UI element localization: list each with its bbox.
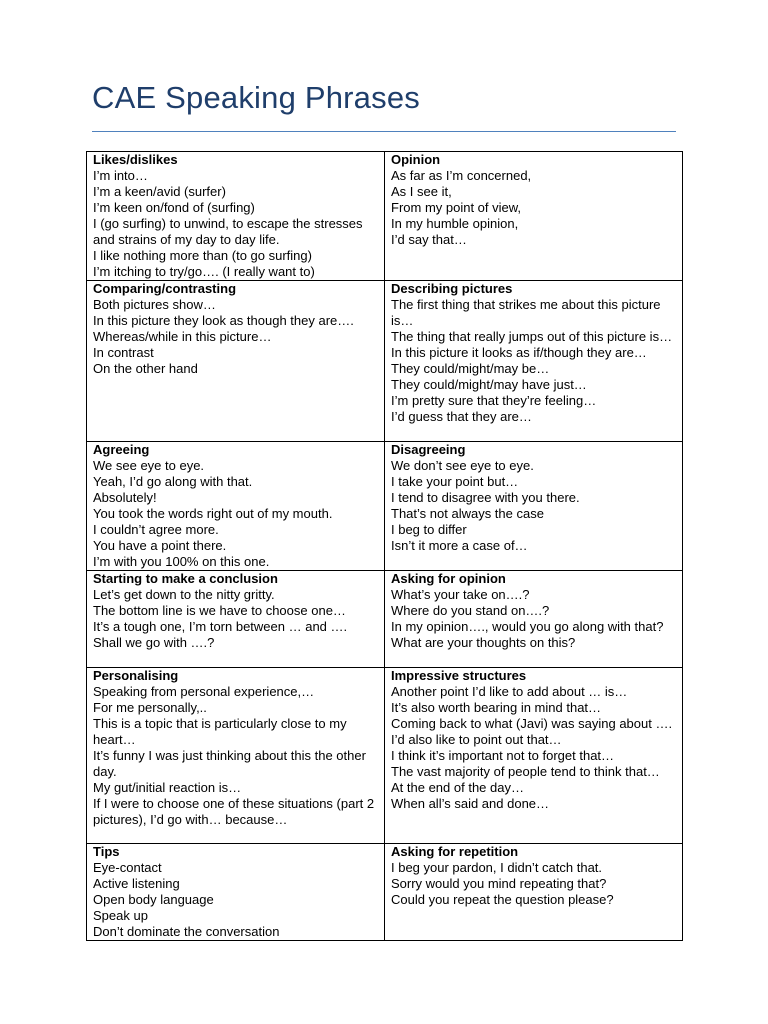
phrase-list — [391, 458, 676, 554]
phrase-item: In my humble opinion, — [391, 216, 519, 231]
table-row — [87, 668, 683, 844]
phrase-item: I’m a keen/avid (surfer) — [93, 184, 226, 199]
phrase-item: Coming back to what (Javi) was saying about …. I’d also like to point out that… — [391, 716, 673, 747]
section-heading: Personalising — [93, 668, 179, 683]
section-cell — [87, 281, 385, 442]
section-heading: Tips — [93, 844, 120, 859]
phrase-item: Open body language — [93, 892, 214, 907]
phrase-item: If I were to choose one of these situations (part 2 pictures), I’d go with… because… — [93, 796, 375, 827]
section-heading: Agreeing — [93, 442, 150, 457]
table-row — [87, 281, 683, 442]
phrase-item: Shall we go with ….? — [93, 635, 215, 650]
phrases-table — [86, 151, 683, 941]
section-heading: Starting to make a conclusion — [93, 571, 278, 586]
phrase-item: In contrast — [93, 345, 154, 360]
phrase-list — [93, 587, 378, 651]
phrase-item: My gut/initial reaction is… — [93, 780, 242, 795]
section-cell — [385, 152, 683, 281]
phrase-list — [93, 860, 378, 940]
page-title: CAE Speaking Phrases — [92, 80, 420, 115]
phrase-item: You have a point there. — [93, 538, 227, 553]
phrase-item: I (go surfing) to unwind, to escape the stresses and strains of my day to day life. — [93, 216, 363, 247]
phrase-item: Active listening — [93, 876, 180, 891]
phrase-item: It’s also worth bearing in mind that… — [391, 700, 602, 715]
phrase-item: They could/might/may have just… — [391, 377, 587, 392]
phrase-item: Isn’t it more a case of… — [391, 538, 528, 553]
phrase-list — [93, 458, 378, 570]
phrase-item: In my opinion…., would you go along with that? — [391, 619, 664, 634]
section-cell — [385, 844, 683, 941]
phrase-item: The bottom line is we have to choose one… — [93, 603, 346, 618]
phrase-item: I couldn’t agree more. — [93, 522, 219, 537]
phrase-item: The thing that really jumps out of this picture is… — [391, 329, 673, 344]
phrase-item: When all’s said and done… — [391, 796, 550, 811]
phrase-item: Another point I’d like to add about … is… — [391, 684, 628, 699]
phrase-item: In this picture it looks as if/though they are… — [391, 345, 647, 360]
phrase-item: It’s funny I was just thinking about this the other day. — [93, 748, 366, 779]
phrase-item: I’m pretty sure that they’re feeling… — [391, 393, 597, 408]
phrase-item: We see eye to eye. — [93, 458, 205, 473]
phrase-item: Speak up — [93, 908, 148, 923]
phrase-item: I’m with you 100% on this one. — [93, 554, 270, 569]
phrase-item: I beg your pardon, I didn’t catch that. — [391, 860, 603, 875]
section-heading: Asking for opinion — [391, 571, 506, 586]
phrase-list — [391, 860, 676, 908]
phrase-item: I’d say that… — [391, 232, 467, 247]
phrase-list — [391, 168, 676, 248]
phrase-list — [93, 684, 378, 828]
phrase-item: As far as I’m concerned, — [391, 168, 532, 183]
section-cell — [385, 442, 683, 571]
phrase-item: Eye-contact — [93, 860, 162, 875]
phrase-item: In this picture they look as though they are…. Whereas/while in this picture… — [93, 313, 354, 344]
section-heading: Opinion — [391, 152, 441, 167]
phrase-item: At the end of the day… — [391, 780, 524, 795]
section-cell — [87, 844, 385, 941]
table-row — [87, 442, 683, 571]
phrase-item: Speaking from personal experience,… — [93, 684, 315, 699]
section-cell — [385, 281, 683, 442]
title-divider — [92, 131, 676, 132]
section-cell — [87, 571, 385, 668]
phrase-item: On the other hand — [93, 361, 198, 376]
phrase-item: As I see it, — [391, 184, 452, 199]
phrase-item: Absolutely! — [93, 490, 157, 505]
phrase-item: I like nothing more than (to go surfing) — [93, 248, 312, 263]
phrase-item: Both pictures show… — [93, 297, 216, 312]
phrase-item: What’s your take on….? — [391, 587, 530, 602]
phrase-item: Don’t dominate the conversation — [93, 924, 280, 939]
table-row — [87, 152, 683, 281]
phrase-item: I beg to differ — [391, 522, 467, 537]
section-heading: Comparing/contrasting — [93, 281, 237, 296]
table-row — [87, 844, 683, 941]
phrase-item: I’d guess that they are… — [391, 409, 532, 424]
phrase-item: We don’t see eye to eye. — [391, 458, 534, 473]
phrase-item: For me personally,.. — [93, 700, 207, 715]
phrase-item: The vast majority of people tend to think that… — [391, 764, 660, 779]
phrase-item: This is a topic that is particularly close to my heart… — [93, 716, 347, 747]
phrase-item: From my point of view, — [391, 200, 522, 215]
table-row — [87, 571, 683, 668]
section-heading: Likes/dislikes — [93, 152, 178, 167]
phrase-item: They could/might/may be… — [391, 361, 550, 376]
phrase-item: Could you repeat the question please? — [391, 892, 614, 907]
phrase-item: What are your thoughts on this? — [391, 635, 576, 650]
phrase-item: Where do you stand on….? — [391, 603, 550, 618]
section-heading: Impressive structures — [391, 668, 527, 683]
section-cell — [87, 668, 385, 844]
phrase-item: Sorry would you mind repeating that? — [391, 876, 607, 891]
phrase-item: The first thing that strikes me about this picture is… — [391, 297, 661, 328]
section-heading: Asking for repetition — [391, 844, 519, 859]
phrase-list — [391, 297, 676, 425]
section-heading: Disagreeing — [391, 442, 466, 457]
phrase-item: I tend to disagree with you there. — [391, 490, 580, 505]
phrase-list — [391, 587, 676, 651]
phrase-item: I think it’s important not to forget that… — [391, 748, 615, 763]
phrase-item: I’m into… — [93, 168, 148, 183]
section-heading: Describing pictures — [391, 281, 513, 296]
phrase-list — [93, 297, 378, 377]
phrase-item: That’s not always the case — [391, 506, 544, 521]
phrase-item: It’s a tough one, I’m torn between … and …. — [93, 619, 348, 634]
section-cell — [385, 668, 683, 844]
phrase-item: Yeah, I’d go along with that. — [93, 474, 253, 489]
phrase-item: Let’s get down to the nitty gritty. — [93, 587, 275, 602]
phrase-item: You took the words right out of my mouth. — [93, 506, 333, 521]
section-cell — [87, 442, 385, 571]
phrase-list — [391, 684, 676, 812]
phrase-item: I’m itching to try/go…. (I really want to) — [93, 264, 315, 279]
phrase-item: I take your point but… — [391, 474, 519, 489]
phrase-item: I’m keen on/fond of (surfing) — [93, 200, 255, 215]
section-cell — [385, 571, 683, 668]
section-cell — [87, 152, 385, 281]
phrase-list — [93, 168, 378, 280]
